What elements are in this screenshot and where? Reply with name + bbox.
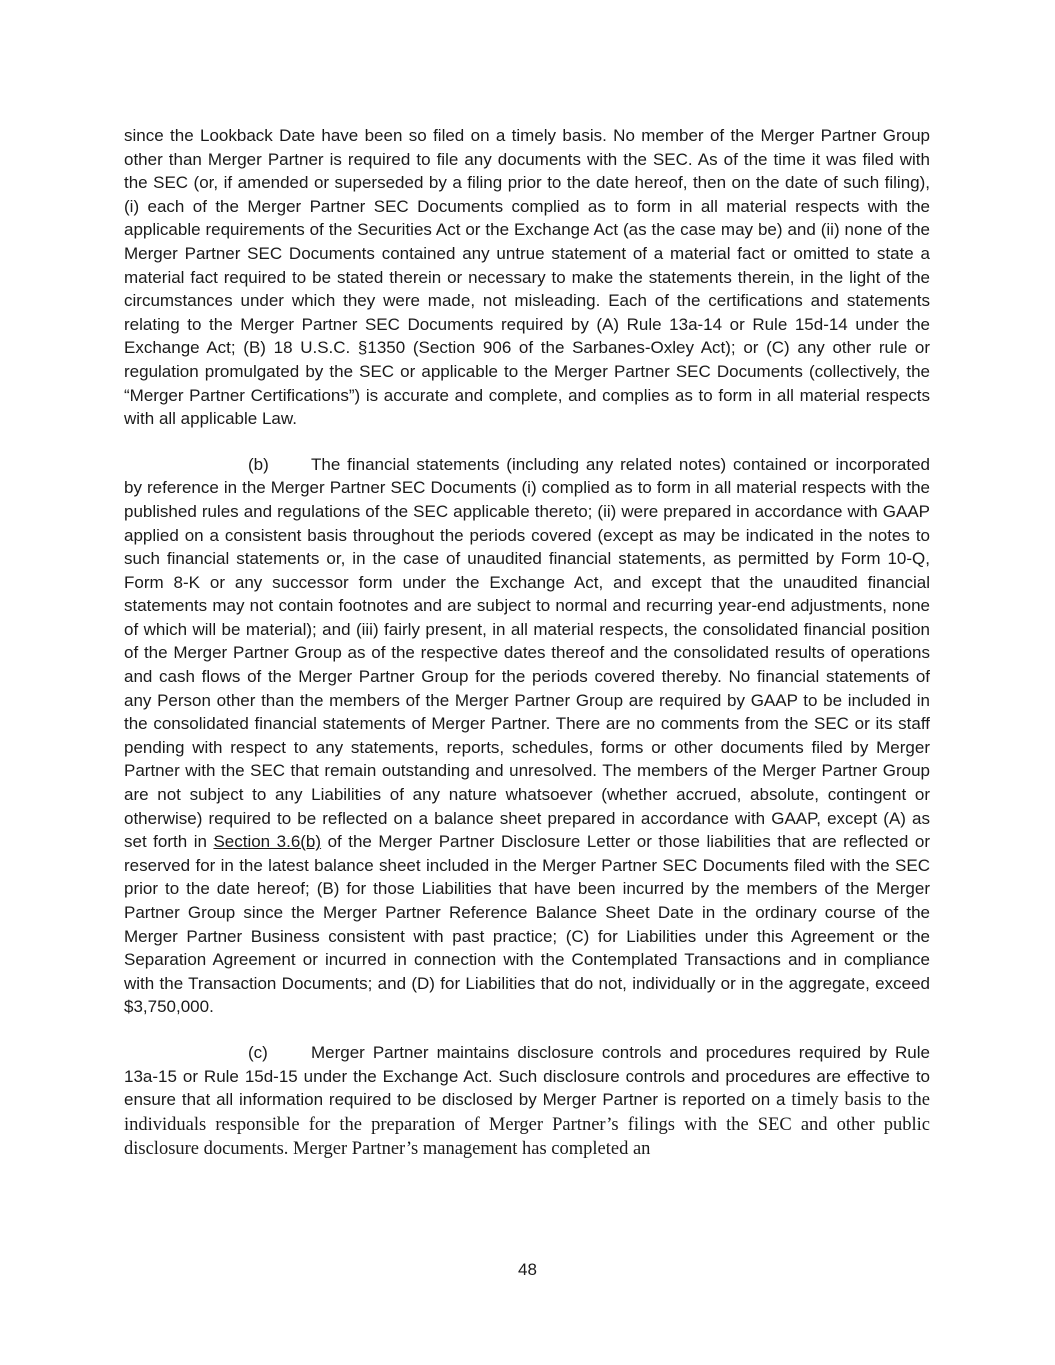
paragraph-c bbox=[124, 1041, 930, 1162]
paragraph-a-continued: since the Lookback Date have been so filed on a timely basis. No member of the Merger Partner Group other than Merger Partner is required to file any documents with the SEC. As of the time it was filed with the SEC (or, if amended or superseded by a filing prior to the date hereof, then on the date of such filing), (i) each of the Merger Partner SEC Documents complied as to form in all material respects with the applicable requirements of the Securities Act or the Exchange Act (as the case may be) and (ii) none of the Merger Partner SEC Documents contained any untrue statement of a material fact or omitted to state a material fact required to be stated therein or necessary to make the statements therein, in the light of the circumstances under which they were made, not misleading. Each of the certifications and statements relating to the Merger Partner SEC Documents required by (A) Rule 13a-14 or Rule 15d-14 under the Exchange Act; (B) 18 U.S.C. §1350 (Section 906 of the Sarbanes-Oxley Act); or (C) any other rule or regulation promulgated by the SEC or applicable to the Merger Partner SEC Documents (collectively, the “Merger Partner Certifications”) is accurate and complete, and complies as to form in all material respects with all applicable Law. bbox=[124, 126, 930, 429]
paragraph-b bbox=[124, 453, 930, 1019]
paragraph-b-text-continued: of the Merger Partner Disclosure Letter or those liabilities that are reflected or reserved for in the latest balance sheet included in the Merger Partner SEC Documents filed with the SEC prior to the date hereof; (B) for those Liabilities that have been incurred by the members of the Merger Partner Group since the Merger Partner Reference Balance Sheet Date in the ordinary course of the Merger Partner Business consistent with past practice; (C) for Liabilities under this Agreement or the Separation Agreement or incurred in connection with the Contemplated Transactions and in compliance with the Transaction Documents; and (D) for Liabilities that do not, individually or in the aggregate, exceed $3,750,000. bbox=[124, 832, 930, 1017]
page-number: 48 bbox=[518, 1260, 537, 1279]
document-page bbox=[124, 124, 930, 1162]
paragraph-b-marker: (b) bbox=[248, 454, 269, 474]
paragraph-c-marker: (c) bbox=[248, 1042, 268, 1062]
paragraph-c-serif-text: timely basis to the individuals responsible for the preparation of Merger Partner’s filings with the SEC and other public disclosure documents. Merger Partner’s management has completed an bbox=[124, 1090, 930, 1160]
section-reference-link: Section 3.6(b) bbox=[213, 832, 322, 852]
paragraph-c-text: Merger Partner maintains disclosure controls and procedures required by Rule 13a-15 or Rule 15d-15 under the Exchange Act. Such disclosure controls and procedures are effective to ensure that all information required to be disclosed by Merger Partner is reported on a bbox=[124, 1042, 930, 1110]
paragraph-b-text: The financial statements (including any related notes) contained or incorporated by reference in the Merger Partner SEC Documents (i) complied as to form in all material respects with the published rules and regulations of the SEC applicable thereto; (ii) were prepared in accordance with GAAP applied on a consistent basis throughout the periods covered (except as may be indicated in the notes to such financial statements or, in the case of unaudited financial statements, as permitted by Form 10-Q, Form 8-K or any successor form under the Exchange Act, and except that the unaudited financial statements may not contain footnotes and are subject to normal and recurring year-end adjustments, none of which will be material); and (iii) fairly present, in all material respects, the consolidated financial position of the Merger Partner Group as of the respective dates thereof and the consolidated results of operations and cash flows of the Merger Partner Group for the periods covered thereby. No financial statements of any Person other than the members of the Merger Partner Group are required by GAAP to be included in the consolidated financial statements of Merger Partner. There are no comments from the SEC or its staff pending with respect to any statements, reports, schedules, forms or other documents filed by Merger Partner with the SEC that remain outstanding and unresolved. The members of the Merger Partner Group are not subject to any Liabilities of any nature whatsoever (whether accrued, absolute, contingent or otherwise) required to be reflected on a balance sheet prepared in accordance with GAAP, except (A) as set forth in bbox=[124, 454, 930, 852]
